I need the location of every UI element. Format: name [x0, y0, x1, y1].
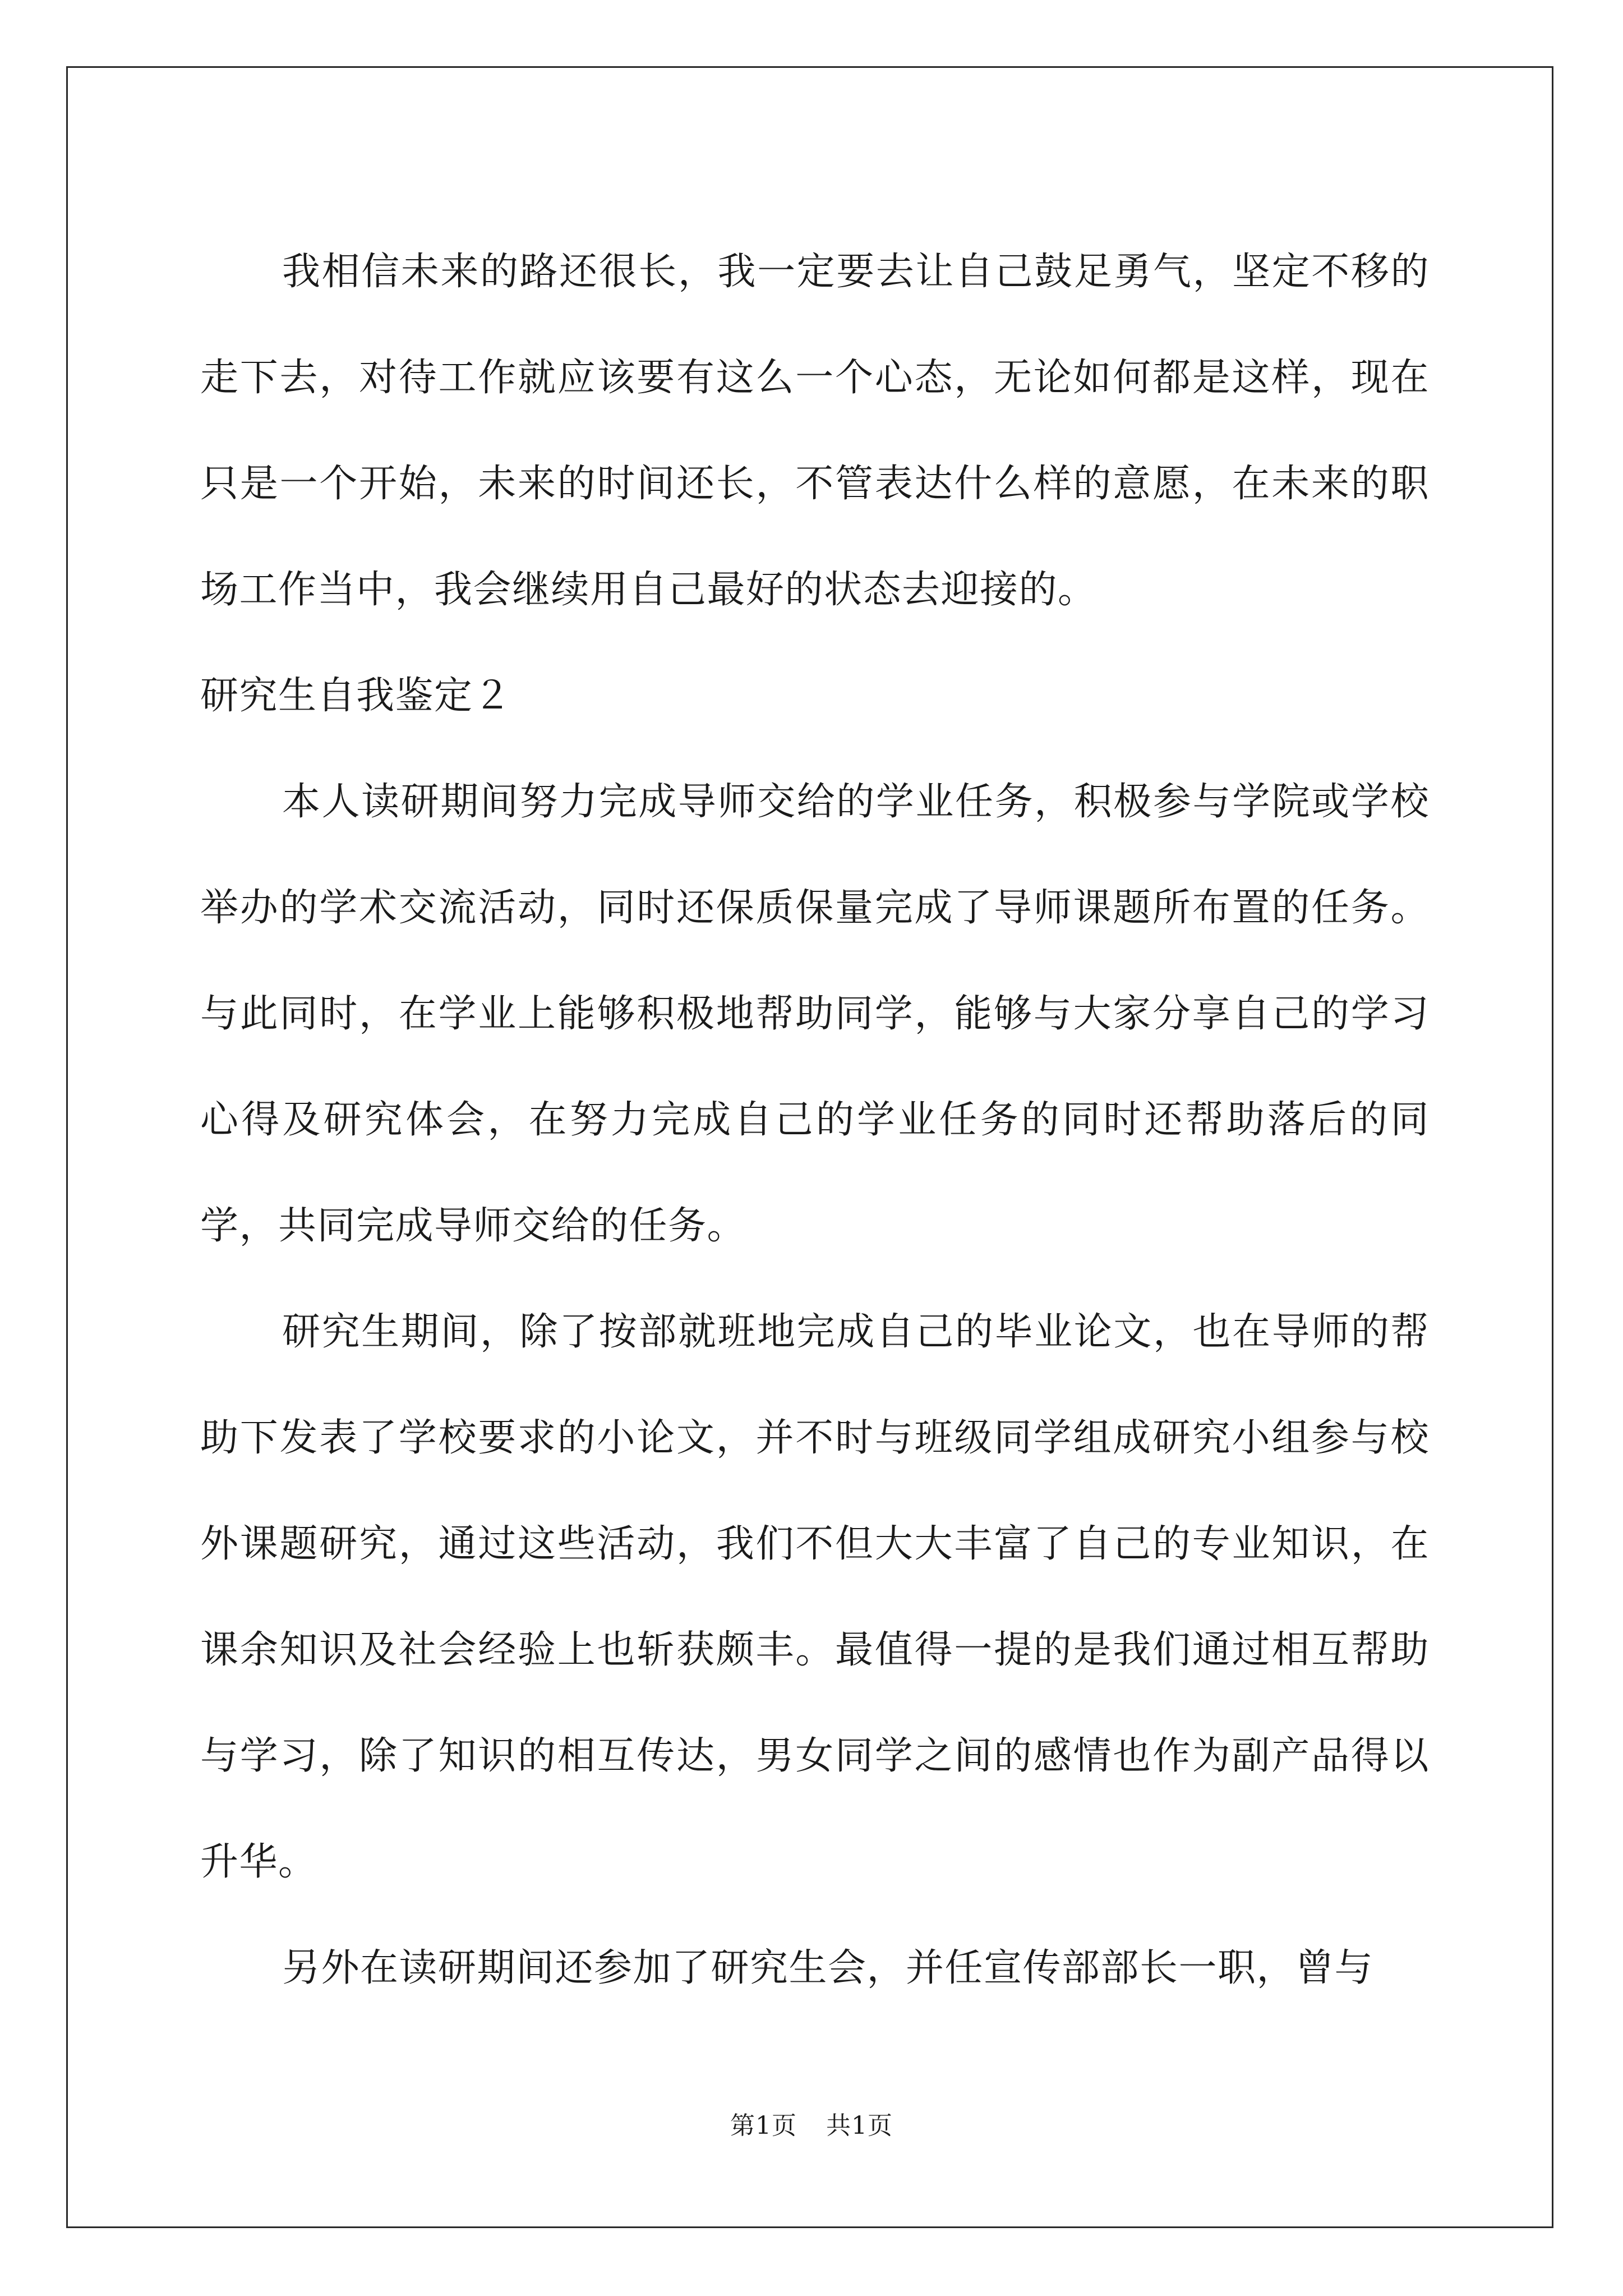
page-total: 共1页 — [826, 2111, 893, 2140]
page-footer — [0, 2109, 1623, 2143]
paragraph-2: 本人读研期间努力完成导师交给的学业任务，积极参与学院或学校举办的学术交流活动，同时还保质保量完成了导师课题所布置的任务。与此同时，在学业上能够积极地帮助同学，能够与大家分享自己的学习心得及研究体会，在努力完成自己的学业任务的同时还帮助落后的同学，共同完成导师交给的任务。 — [200, 780, 1430, 1248]
paragraph-3: 研究生期间，除了按部就班地完成自己的毕业论文，也在导师的帮助下发表了学校要求的小论文，并不时与班级同学组成研究小组参与校外课题研究，通过这些活动，我们不但大大丰富了自己的专业知识，在课余知识及社会经验上也斩获颇丰。最值得一提的是我们通过相互帮助与学习，除了知识的相互传达，男女同学之间的感情也作为副产品得以升华。 — [200, 1310, 1430, 1884]
section-heading: 研究生自我鉴定２ — [200, 674, 513, 718]
paragraph-4: 另外在读研期间还参加了研究生会，并任宣传部部长一职，曾与 — [282, 1946, 1374, 1990]
page-number: 第1页 — [730, 2111, 797, 2140]
document-body — [200, 219, 1430, 2021]
paragraph-1: 我相信未来的路还很长，我一定要去让自己鼓足勇气，坚定不移的走下去，对待工作就应该要有这么一个心态，无论如何都是这样，现在只是一个开始，未来的时间还长，不管表达什么样的意愿，在未来的职场工作当中，我会继续用自己最好的状态去迎接的。 — [200, 250, 1430, 612]
